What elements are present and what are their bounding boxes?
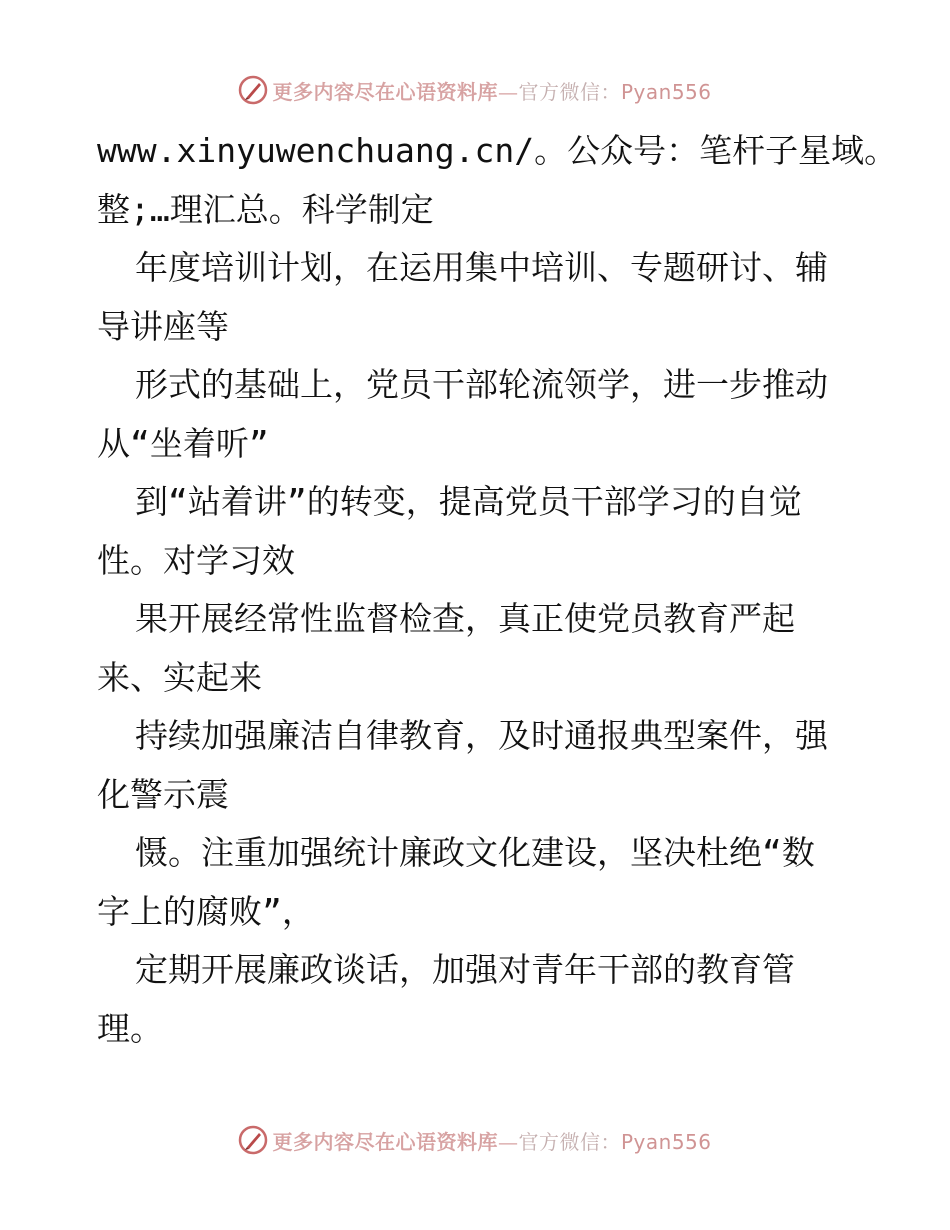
banner-brand: 更多内容尽在心语资料库 bbox=[272, 79, 498, 104]
pen-quill-icon bbox=[238, 75, 268, 105]
text-line: 年度培训计划，在运用集中培训、专题研讨、辅 bbox=[135, 248, 828, 287]
text-line: 理。 bbox=[97, 1008, 163, 1048]
text-line: 整;…理汇总。科学制定 bbox=[97, 189, 434, 229]
text-line: 从“坐着听” bbox=[97, 423, 269, 463]
banner-wechat-id: Pyan556 bbox=[620, 79, 712, 104]
text-line: 性。对学习效 bbox=[97, 540, 295, 580]
text-line: 形式的基础上，党员干部轮流领学，进一步推动 bbox=[135, 365, 828, 404]
banner-separator: — bbox=[497, 79, 519, 104]
banner-separator: — bbox=[497, 1129, 519, 1154]
banner-wechat-label: 官方微信： bbox=[518, 1129, 621, 1154]
banner-wechat-label: 官方微信： bbox=[518, 79, 621, 104]
text-line: 到“站着讲”的转变，提高党员干部学习的自觉 bbox=[135, 482, 802, 521]
text-line: 字上的腐败”， bbox=[97, 891, 315, 931]
document-body bbox=[97, 122, 898, 1058]
text-line: 持续加强廉洁自律教育，及时通报典型案件，强 bbox=[135, 716, 828, 755]
text-line: 果开展经常性监督检查，真正使党员教育严起 bbox=[135, 599, 795, 638]
text-line: 来、实起来 bbox=[97, 657, 262, 697]
text-line: 定期开展廉政谈话，加强对青年干部的教育管 bbox=[135, 950, 795, 989]
footer-watermark-banner bbox=[0, 1120, 950, 1160]
banner-brand: 更多内容尽在心语资料库 bbox=[272, 1129, 498, 1154]
text-line: www.xinyuwenchuang.cn/。公众号：笔杆子星域。 bbox=[97, 131, 898, 170]
text-line: 慑。注重加强统计廉政文化建设，坚决杜绝“数 bbox=[135, 833, 815, 872]
pen-quill-icon bbox=[238, 1125, 268, 1155]
banner-wechat-id: Pyan556 bbox=[620, 1129, 712, 1154]
header-watermark-banner bbox=[0, 70, 950, 110]
text-line: 导讲座等 bbox=[97, 306, 229, 346]
text-line: 化警示震 bbox=[97, 774, 229, 814]
